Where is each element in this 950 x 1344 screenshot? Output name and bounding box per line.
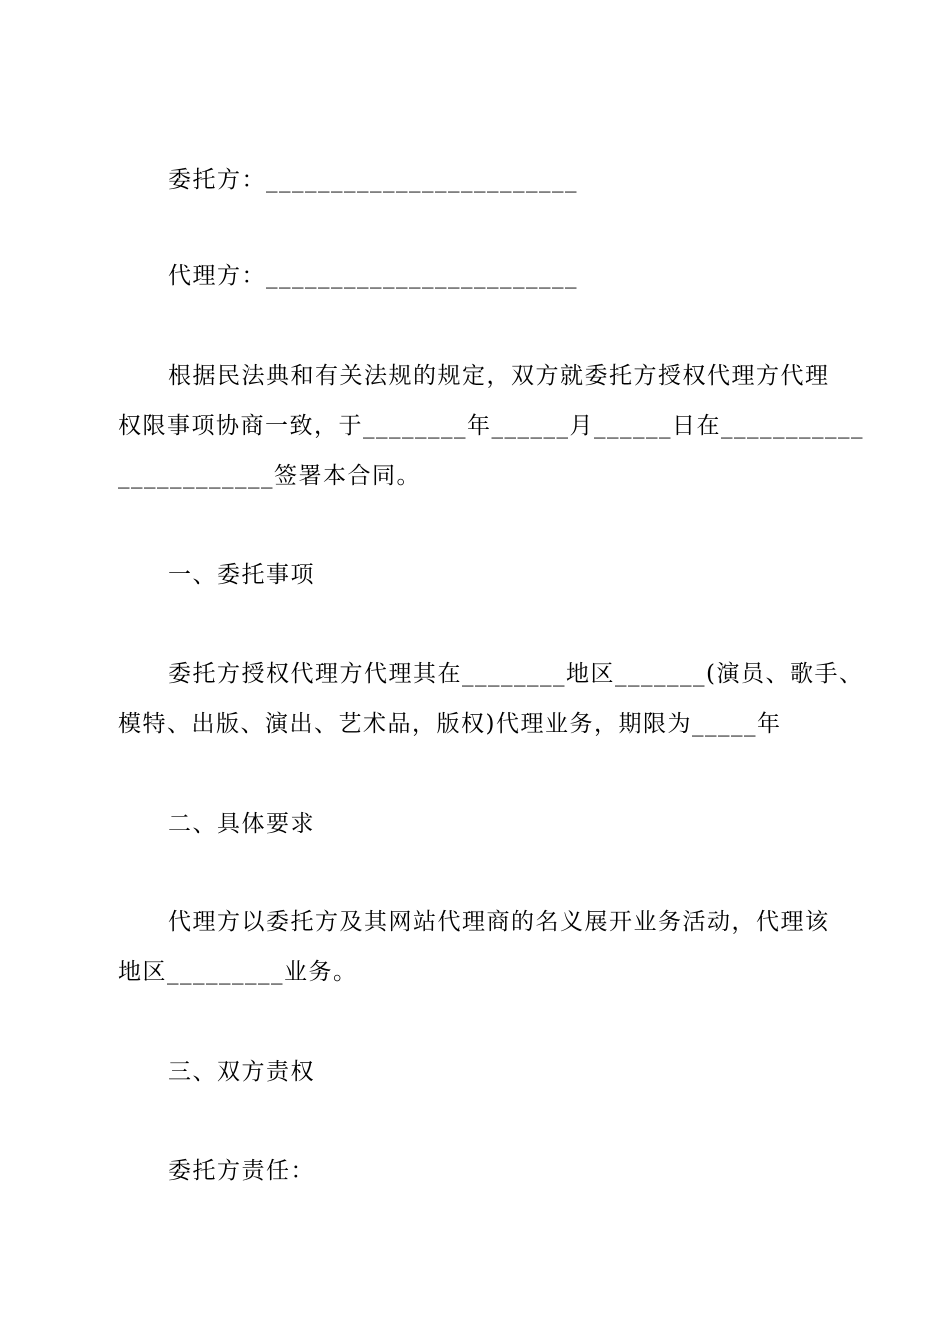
principal-line: 委托方：________________________: [168, 167, 578, 193]
section2-body-line-2: 地区_________业务。: [118, 959, 358, 985]
agent-line: 代理方：________________________: [168, 263, 578, 289]
section1-body-line-2: 模特、出版、演出、艺术品，版权)代理业务，期限为_____年: [118, 711, 782, 737]
section2-heading: 二、具体要求: [168, 811, 315, 837]
section1-body-line-1: 委托方授权代理方代理其在________地区_______(演员、歌手、: [168, 661, 864, 687]
section3-subheading: 委托方责任：: [168, 1158, 315, 1184]
preamble-line-3: ____________签署本合同。: [118, 463, 421, 489]
section2-body-line-1: 代理方以委托方及其网站代理商的名义展开业务活动，代理该: [168, 909, 830, 935]
preamble-line-2: 权限事项协商一致，于________年______月______日在___________: [118, 413, 864, 439]
section1-heading: 一、委托事项: [168, 562, 315, 588]
preamble-line-1: 根据民法典和有关法规的规定，双方就委托方授权代理方代理: [168, 363, 830, 389]
section3-heading: 三、双方责权: [168, 1059, 315, 1085]
